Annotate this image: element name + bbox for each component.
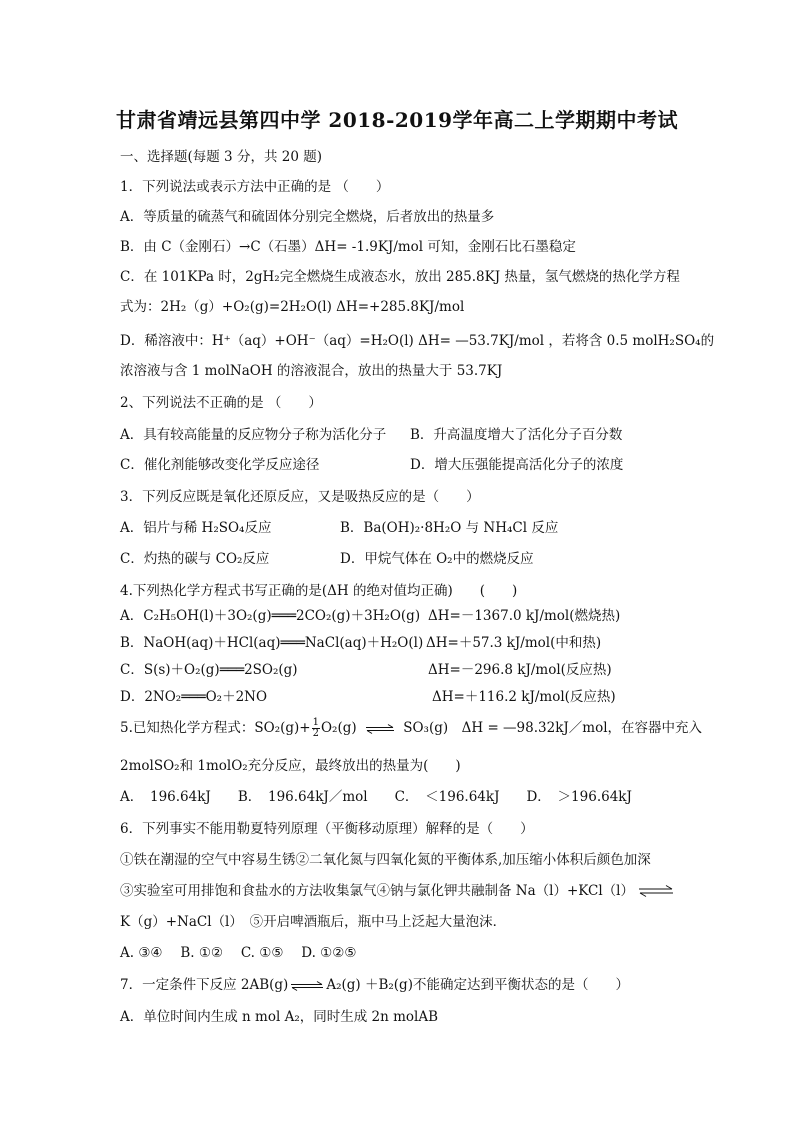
q6-statement-2-text: ③实验室可用排饱和食盐水的方法收集氯气④钠与氯化钾共融制备 Na（l）+KCl（l） (120, 883, 634, 899)
section-heading: 一、选择题(每题 3 分，共 20 题) (120, 149, 322, 165)
q6-statement-3: K（g）+NaCl（l） ⑤开启啤酒瓶后，瓶中马上泛起大量泡沫． (120, 914, 507, 930)
q1-option-c: C．在 101KPa 时，2gH₂完全燃烧生成液态水，放出 285.8KJ 热量，氢气燃烧的热化学方程 (120, 269, 680, 285)
q3-option-b: B．Ba(OH)₂·8H₂O 与 NH₄Cl 反应 (340, 520, 559, 536)
q5-stem (120, 717, 703, 739)
q6-statement-2 (120, 882, 680, 900)
q7-stem-start: 7．一定条件下反应 2AB(g) (120, 977, 289, 993)
q5-options: A． 196.64kJ B． 196.64kJ／mol C． ＜196.64kJ D． ＞196.64kJ (120, 789, 632, 805)
q1-option-d-cont: 浓溶液与含 1 molNaOH 的溶液混合，放出的热量大于 53.7KJ (120, 363, 503, 379)
q6-options: A. ③④ B. ①② C. ①⑤ D. ①②⑤ (120, 945, 357, 961)
q5-stem-start: 5.已知热化学方程式：SO₂(g)+ (120, 720, 311, 736)
q3-stem: 3．下列反应既是氧化还原反应，又是吸热反应的是（ ） (120, 489, 480, 505)
equilibrium-arrow-icon (638, 885, 674, 897)
q4-option-a-equation: A．C₂H₅OH(l)＋3O₂(g)═══2CO₂(g)＋3H₂O(g) (120, 608, 421, 624)
q4-stem: 4.下列热化学方程式书写正确的是(ΔH 的绝对值均正确) ( ) (120, 583, 518, 599)
q4-option-c-equation: C．S(s)＋O₂(g)═══2SO₂(g) (120, 662, 298, 678)
page-title: 甘肃省靖远县第四中学 2018-2019学年高二上学期期中考试 (115, 108, 679, 132)
q1-option-c-cont: 式为：2H₂（g）+O₂(g)=2H₂O(l) ΔH=+285.8KJ/mol (120, 299, 465, 315)
equilibrium-arrow-icon (290, 981, 324, 991)
q1-option-b: B．由 C（金刚石）→C（石墨）ΔH= -1.9KJ/mol 可知，金刚石比石墨稳定 (120, 239, 576, 255)
one-half-fraction: $\frac{1}{2}$ (312, 717, 319, 739)
q2-option-c: C．催化剂能够改变化学反应途径 (120, 457, 320, 473)
q2-option-b: B．升高温度增大了活化分子百分数 (410, 427, 623, 443)
q6-stem: 6．下列事实不能用勒夏特列原理（平衡移动原理）解释的是（ ） (120, 821, 534, 837)
q4-option-a-enthalpy: ΔH=－1367.0 kJ/mol(燃烧热) (428, 608, 621, 624)
equilibrium-arrow-icon (365, 724, 395, 734)
q4-option-d-enthalpy: ΔH=＋116.2 kJ/mol(反应热) (432, 689, 616, 705)
q5-stem-cont: 2molSO₂和 1molO₂充分反应，最终放出的热量为( ) (120, 758, 461, 774)
q3-option-d: D．甲烷气体在 O₂中的燃烧反应 (340, 551, 534, 567)
q7-stem (120, 976, 680, 994)
q1-stem: 1．下列说法或表示方法中正确的是 （ ） (120, 179, 390, 195)
q4-option-b-enthalpy: ΔH=＋57.3 kJ/mol(中和热) (426, 635, 602, 651)
q2-stem: 2、下列说法不正确的是 （ ） (120, 395, 322, 411)
q5-stem-oxygen: O₂(g) (320, 720, 357, 736)
q7-stem-end: A₂(g) ＋B₂(g)不能确定达到平衡状态的是（ ） (326, 977, 629, 993)
q2-option-a: A．具有较高能量的反应物分子称为活化分子 (120, 427, 387, 443)
q3-option-a: A．铝片与稀 H₂SO₄反应 (120, 520, 272, 536)
q4-option-d-equation: D．2NO₂═══O₂＋2NO (120, 689, 268, 705)
q1-option-a: A．等质量的硫蒸气和硫固体分别完全燃烧，后者放出的热量多 (120, 209, 495, 225)
q5-stem-end: SO₃(g) ΔH = —98.32kJ／mol，在容器中充入 (403, 720, 703, 736)
q3-option-c: C．灼热的碳与 CO₂反应 (120, 551, 270, 567)
q1-option-d: D．稀溶液中：H⁺（aq）+OH⁻（aq）=H₂O(l) ΔH= —53.7KJ/mol ，若将含 0.5 molH₂SO₄的 (120, 333, 715, 349)
q4-option-b-equation: B．NaOH(aq)＋HCl(aq)═══NaCl(aq)＋H₂O(l) (120, 635, 424, 651)
q4-option-c-enthalpy: ΔH=－296.8 kJ/mol(反应热) (428, 662, 612, 678)
q6-statement-1: ①铁在潮湿的空气中容易生锈②二氧化氮与四氧化氮的平衡体系,加压缩小体积后颜色加深 (120, 852, 651, 868)
q7-option-a: A．单位时间内生成 n mol A₂，同时生成 2n molAB (120, 1009, 439, 1025)
q2-option-d: D．增大压强能提高活化分子的浓度 (410, 457, 624, 473)
